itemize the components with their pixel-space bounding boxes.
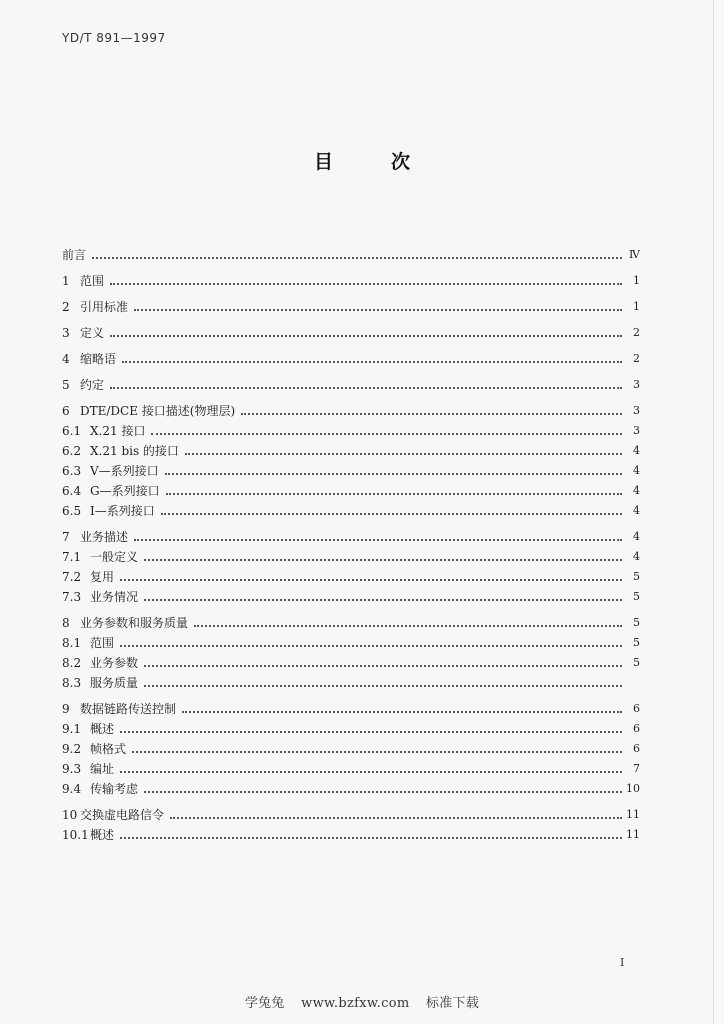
- toc-entry-label: 编址: [90, 762, 115, 776]
- watermark-text: 标准下载: [425, 996, 480, 1011]
- toc-entry-number: 3: [62, 326, 70, 340]
- toc-entry-number: 5: [62, 378, 70, 392]
- toc-entry-page: 5: [633, 590, 640, 603]
- toc-entry-page: 3: [633, 404, 640, 417]
- toc-leader-dots: [122, 360, 622, 363]
- toc-entry-number: 6: [62, 404, 70, 418]
- toc-entry-page: 6: [633, 702, 640, 715]
- toc-entry-label: 业务情况: [90, 590, 139, 604]
- toc-entry-label: 业务参数: [90, 656, 139, 670]
- toc-entry-page: 6: [633, 722, 640, 735]
- toc-leader-dots: [185, 452, 622, 455]
- toc-entry[interactable]: [62, 372, 640, 392]
- toc-entry-label: 引用标准: [80, 300, 129, 314]
- toc-entry-number: 4: [62, 352, 70, 366]
- toc-entry[interactable]: [62, 822, 640, 842]
- toc-entry-number: 8.3: [62, 676, 82, 690]
- toc-entry-number: 9.3: [62, 762, 82, 776]
- toc-leader-dots: [241, 412, 622, 415]
- toc-leader-dots: [161, 512, 622, 515]
- toc-entry-number: 9.1: [62, 722, 82, 736]
- toc-entry-number: 10: [62, 808, 78, 822]
- toc-entry-number: 7.3: [62, 590, 82, 604]
- toc-entry-label: 一般定义: [90, 550, 139, 564]
- toc-entry-label: 业务参数和服务质量: [80, 616, 189, 630]
- toc-entry-label: 数据链路传送控制: [80, 702, 177, 716]
- toc-entry-label: 传输考虑: [90, 782, 139, 796]
- toc-leader-dots: [110, 334, 622, 337]
- toc-entry-number: 10.1: [62, 828, 89, 842]
- toc-entry-page: 5: [633, 656, 640, 669]
- toc-entry-page: 7: [633, 762, 640, 775]
- toc-entry-label: DTE/DCE 接口描述(物理层): [80, 404, 236, 418]
- toc-entry[interactable]: [62, 610, 640, 630]
- page-title: [0, 147, 724, 174]
- toc-entry-label: V—系列接口: [90, 464, 159, 478]
- toc-entry-page: 4: [633, 484, 640, 497]
- toc-entry-number: 2: [62, 300, 70, 314]
- toc-entry[interactable]: [62, 650, 640, 670]
- toc-entry-number: 6.3: [62, 464, 82, 478]
- toc-entry-label: 交换虚电路信令: [80, 808, 165, 822]
- toc-entry-label: I—系列接口: [90, 504, 155, 518]
- toc-entry-label: 服务质量: [90, 676, 139, 690]
- toc-leader-dots: [165, 472, 622, 475]
- toc-leader-dots: [166, 492, 622, 495]
- toc-entry-page: 5: [633, 616, 640, 629]
- toc-entry[interactable]: [62, 802, 640, 822]
- toc-leader-dots: [120, 730, 622, 733]
- title-char-2: 次: [391, 151, 411, 173]
- watermark-url[interactable]: www.bzfxw.com: [301, 996, 410, 1011]
- toc-entry-number: 6.1: [62, 424, 82, 438]
- toc-entry-page: 3: [633, 424, 640, 437]
- toc-leader-dots: [132, 750, 622, 753]
- toc-leader-dots: [134, 308, 622, 311]
- toc-entry-page: 3: [633, 378, 640, 391]
- toc-entry-label: 帧格式: [90, 742, 127, 756]
- toc-entry-number: 7.1: [62, 550, 82, 564]
- toc-entry-page: 10: [626, 782, 640, 795]
- toc-entry[interactable]: [62, 544, 640, 564]
- toc-entry-label: 范围: [80, 274, 105, 288]
- toc-entry-page: 11: [626, 828, 640, 841]
- toc-entry-label: X.21 bis 的接口: [90, 444, 179, 458]
- toc-entry-label: 缩略语: [80, 352, 117, 366]
- toc-leader-dots: [144, 790, 622, 793]
- toc-entry[interactable]: [62, 736, 640, 756]
- toc-entry-page: 5: [633, 570, 640, 583]
- toc-entry-page: 4: [633, 444, 640, 457]
- toc-entry[interactable]: [62, 564, 640, 584]
- table-of-contents: [62, 242, 640, 842]
- page-number: I: [620, 956, 625, 969]
- toc-entry-page: 4: [633, 504, 640, 517]
- toc-entry-page: 2: [633, 352, 640, 365]
- toc-entry-label: 概述: [90, 722, 115, 736]
- toc-entry-number: 8: [62, 616, 70, 630]
- toc-entry[interactable]: [62, 458, 640, 478]
- toc-leader-dots: [170, 816, 622, 819]
- toc-entry[interactable]: [62, 346, 640, 366]
- toc-leader-dots: [144, 684, 622, 687]
- toc-leader-dots: [110, 282, 622, 285]
- toc-entry-number: 6.5: [62, 504, 82, 518]
- toc-entry[interactable]: [62, 716, 640, 736]
- toc-entry-number: 1: [62, 274, 70, 288]
- toc-entry-number: 6.4: [62, 484, 82, 498]
- toc-entry-number: 9.4: [62, 782, 82, 796]
- toc-entry-number: 7.2: [62, 570, 82, 584]
- toc-entry-label: 范围: [90, 636, 115, 650]
- toc-leader-dots: [110, 386, 622, 389]
- toc-entry[interactable]: [62, 294, 640, 314]
- toc-entry[interactable]: [62, 478, 640, 498]
- toc-entry-number: 8.2: [62, 656, 82, 670]
- title-char-1: 目: [313, 151, 333, 173]
- toc-entry[interactable]: [62, 242, 640, 262]
- toc-leader-dots: [151, 432, 622, 435]
- toc-entry[interactable]: [62, 320, 640, 340]
- toc-leader-dots: [120, 770, 622, 773]
- toc-leader-dots: [182, 710, 622, 713]
- watermark-name: 学兔兔: [244, 996, 285, 1011]
- toc-entry[interactable]: [62, 524, 640, 544]
- toc-leader-dots: [144, 598, 622, 601]
- toc-leader-dots: [120, 836, 622, 839]
- toc-entry-number: 9.2: [62, 742, 82, 756]
- toc-entry[interactable]: [62, 438, 640, 458]
- toc-entry[interactable]: [62, 498, 640, 518]
- toc-entry-page: 4: [633, 464, 640, 477]
- toc-entry[interactable]: [62, 398, 640, 418]
- toc-entry-page: 2: [633, 326, 640, 339]
- toc-entry-page: 1: [633, 300, 640, 313]
- toc-leader-dots: [144, 664, 622, 667]
- toc-entry-number: 9: [62, 702, 70, 716]
- toc-entry-label: 约定: [80, 378, 105, 392]
- toc-entry[interactable]: [62, 630, 640, 650]
- toc-entry-page: 6: [633, 742, 640, 755]
- toc-leader-dots: [120, 644, 622, 647]
- toc-entry-number: 6.2: [62, 444, 82, 458]
- watermark: [0, 992, 724, 1011]
- toc-entry-page: 4: [633, 550, 640, 563]
- toc-entry-number: 8.1: [62, 636, 82, 650]
- toc-entry-label: G—系列接口: [90, 484, 160, 498]
- toc-entry-page: Ⅳ: [629, 248, 640, 261]
- toc-leader-dots: [120, 578, 622, 581]
- toc-entry-label: 前言: [62, 248, 87, 262]
- toc-leader-dots: [144, 558, 622, 561]
- toc-entry-label: 业务描述: [80, 530, 129, 544]
- toc-leader-dots: [194, 624, 622, 627]
- toc-entry-page: 1: [633, 274, 640, 287]
- toc-leader-dots: [134, 538, 622, 541]
- toc-entry-page: 5: [633, 636, 640, 649]
- toc-entry-page: 4: [633, 530, 640, 543]
- toc-entry[interactable]: [62, 268, 640, 288]
- toc-entry[interactable]: [62, 418, 640, 438]
- toc-entry-label: X.21 接口: [90, 424, 146, 438]
- toc-entry-number: 7: [62, 530, 70, 544]
- toc-entry[interactable]: [62, 584, 640, 604]
- toc-entry[interactable]: [62, 696, 640, 716]
- standard-code: YD/T 891—1997: [62, 31, 166, 45]
- toc-entry-label: 概述: [90, 828, 115, 842]
- toc-leader-dots: [92, 256, 622, 259]
- toc-entry-label: 复用: [90, 570, 115, 584]
- toc-entry[interactable]: [62, 670, 640, 690]
- toc-entry-page: 11: [626, 808, 640, 821]
- toc-entry-label: 定义: [80, 326, 105, 340]
- toc-entry[interactable]: [62, 756, 640, 776]
- toc-entry[interactable]: [62, 776, 640, 796]
